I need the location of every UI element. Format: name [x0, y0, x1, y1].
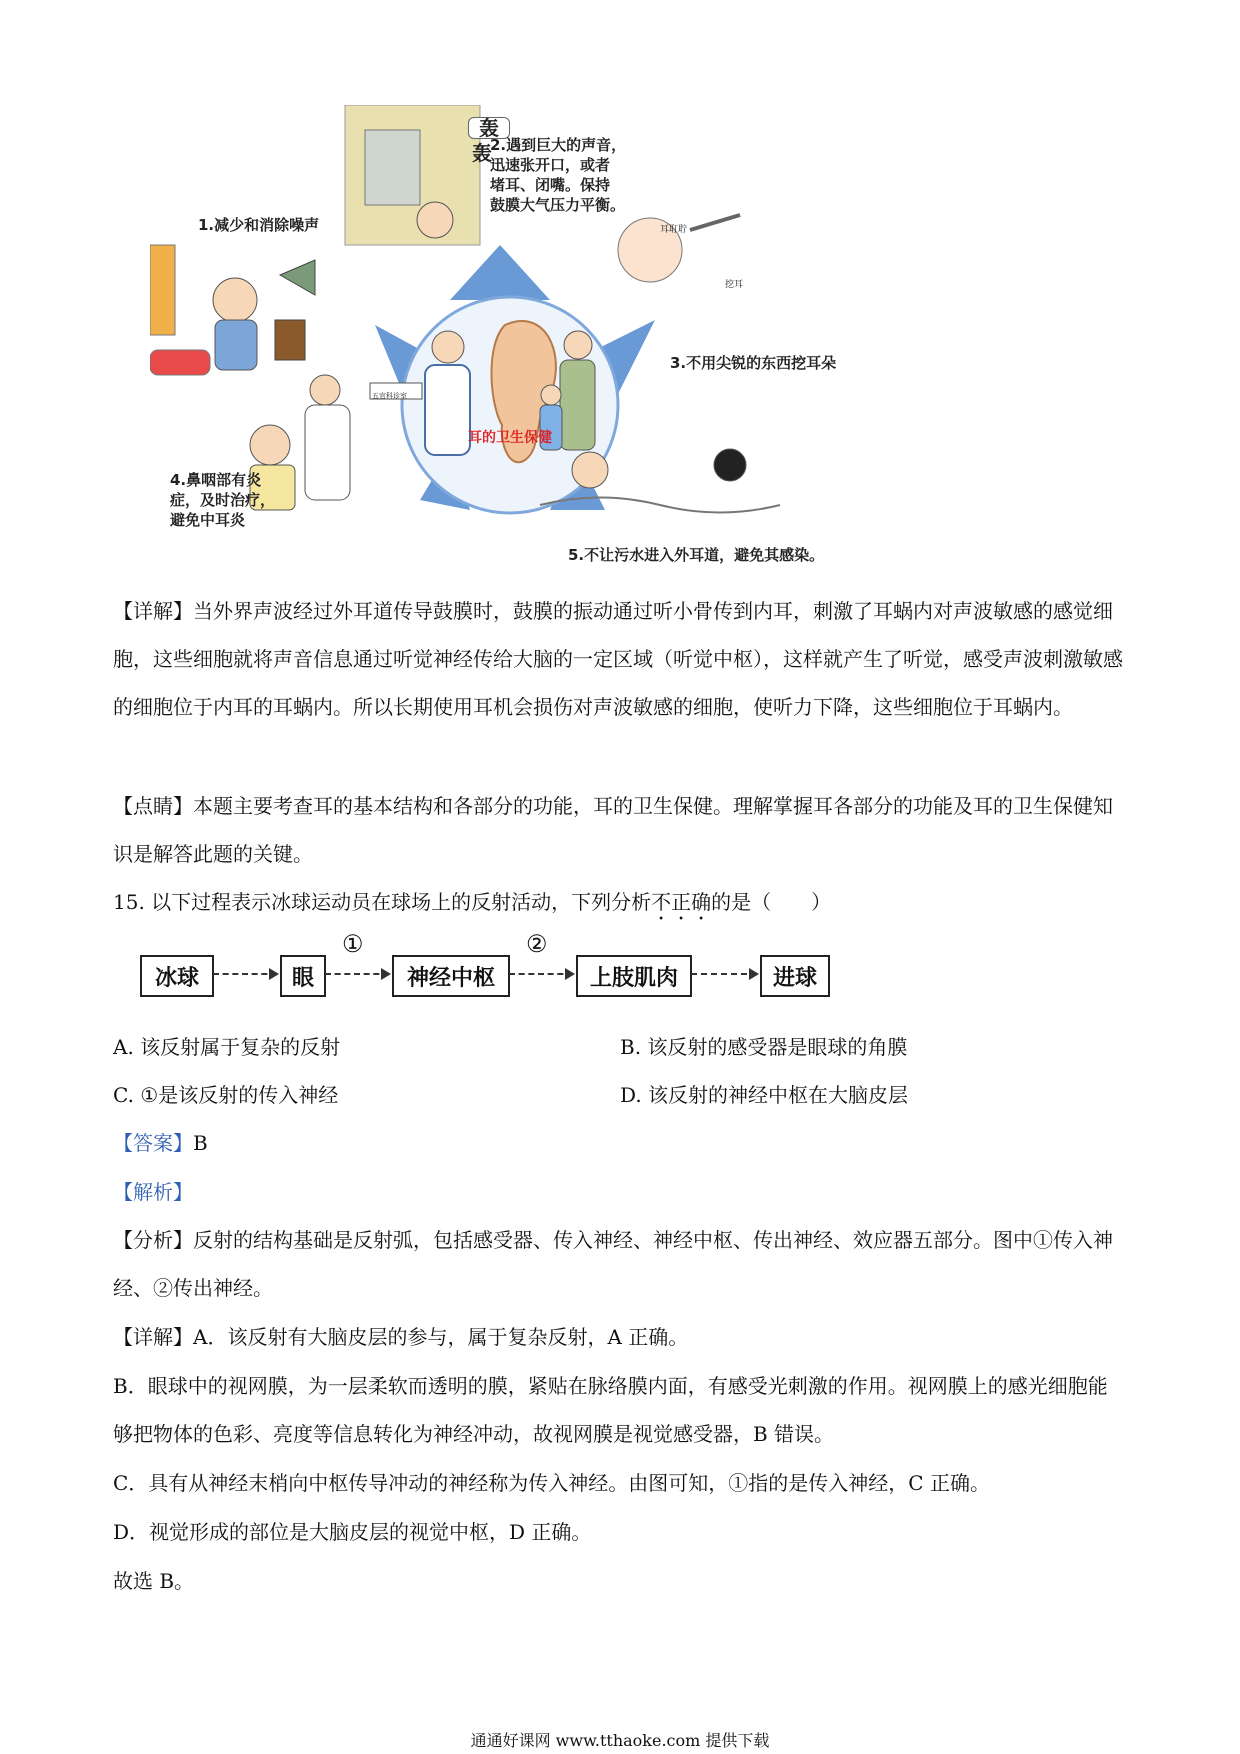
noise-person-body: [215, 320, 257, 370]
marker-2: ②: [526, 930, 548, 958]
question-text-before: 以下过程表示冰球运动员在球场上的反射活动，下列分析: [151, 890, 652, 914]
tall-building-icon: [150, 245, 175, 335]
sharp-object-icon: [690, 215, 740, 230]
swimmer1-head: [572, 452, 608, 488]
option-b: B. 该反射的感受器是眼球的角膜: [620, 1035, 908, 1059]
detail-paragraph-1: [113, 587, 1123, 731]
boom-glyph-2: 轰: [472, 141, 492, 165]
analysis-tag: 【解析】: [113, 1180, 193, 1204]
flow-arrow-2: [325, 973, 389, 975]
loudspeaker-icon: [280, 260, 315, 295]
tip-3: 3.不用尖锐的东西挖耳朵: [670, 354, 837, 372]
answer-value: B: [193, 1131, 208, 1155]
conclusion: 故选 B。: [113, 1569, 195, 1593]
elder-figure: [560, 360, 595, 450]
center-label: 耳的卫生保健: [468, 430, 552, 446]
tip-2-line: 鼓膜大气压力平衡。: [490, 196, 626, 214]
small-label-dig: 挖耳: [725, 280, 744, 290]
analysis-sub-tag: 【分析】: [113, 1228, 193, 1252]
car-icon: [150, 350, 210, 375]
tip-4-line: 症，及时治疗，: [170, 491, 276, 509]
question-number: 15.: [113, 890, 145, 914]
analysis-text: 反射的结构基础是反射弧，包括感受器、传入神经、神经中枢、传出神经、效应器五部分。图中①传入神经、②传出神经。: [113, 1228, 1113, 1300]
ear-hygiene-illustration: [150, 105, 850, 575]
flow-box-goal: 进球: [760, 955, 830, 997]
marker-1: ①: [342, 930, 364, 958]
question-text-after: 的是（ ）: [711, 890, 832, 914]
tip-2-line: 2.遇到巨大的声音，: [490, 136, 627, 154]
page-footer: 通通好课网 www.tthaoke.com 提供下载: [470, 1731, 770, 1750]
tip-1: 1.减少和消除噪声: [198, 216, 320, 234]
star-point-top: [450, 245, 550, 300]
clinic-sign-text: 五官科诊室: [372, 392, 407, 400]
covering-ears-person: [417, 202, 453, 238]
tip-2-line: 迅速张开口，或者: [490, 156, 611, 174]
tip-4-line: 4.鼻咽部有炎: [170, 471, 262, 489]
elder-head: [564, 331, 592, 359]
boom-glyph: 轰: [468, 117, 510, 139]
noise-person-head: [213, 278, 257, 322]
question-stem: [113, 878, 1123, 926]
tip-4: [170, 470, 275, 530]
detail2-d: D．视觉形成的部位是大脑皮层的视觉中枢，D 正确。: [113, 1520, 592, 1544]
detail-paragraph-2: [113, 1313, 1123, 1361]
tip-5: 5.不让污水进入外耳道，避免其感染。: [568, 546, 825, 564]
option-a: A. 该反射属于复杂的反射: [113, 1035, 341, 1059]
answer-tag: 【答案】: [113, 1131, 193, 1155]
child-head: [541, 385, 561, 405]
answer-line: [113, 1119, 1123, 1167]
detail2-a: A．该反射有大脑皮层的参与，属于复杂反射，A 正确。: [193, 1325, 689, 1349]
flow-arrow-3: [509, 973, 573, 975]
speaker-box-icon: [275, 320, 305, 360]
ent-doctor-figure: [305, 405, 350, 500]
tip-2: [490, 135, 626, 215]
comment-text: 本题主要考查耳的基本结构和各部分的功能，耳的卫生保健。理解掌握耳各部分的功能及耳的卫生保健知识是解答此题的关键。: [113, 794, 1113, 866]
ent-doctor-head: [310, 375, 340, 405]
doctor-head: [432, 331, 464, 363]
building-drawing: [365, 130, 420, 205]
flow-box-eye: 眼: [280, 955, 326, 997]
detail-tag: 【详解】: [113, 599, 193, 623]
swimmer2-cap: [714, 449, 746, 481]
flow-arrow-4: [691, 973, 757, 975]
patient-head: [250, 425, 290, 465]
flow-box-hockey: 冰球: [140, 955, 214, 997]
doctor-figure: [425, 365, 470, 455]
flow-arrow-1: [213, 973, 277, 975]
flow-box-center: 神经中枢: [392, 955, 510, 997]
option-c: C. ①是该反射的传入神经: [113, 1083, 339, 1107]
tip-2-line: 堵耳、闭嘴。保持: [490, 176, 611, 194]
flow-box-muscle: 上肢肌肉: [576, 955, 692, 997]
option-d: D. 该反射的神经中枢在大脑皮层: [620, 1083, 909, 1107]
comment-tag: 【点睛】: [113, 794, 193, 818]
detail-text: 当外界声波经过外耳道传导鼓膜时，鼓膜的振动通过听小骨传到内耳，刺激了耳蜗内对声波敏感的感觉细胞，这些细胞就将声音信息通过听觉神经传给大脑的一定区域（听觉中枢），这样就产生了听觉，感受声波刺激敏感的细胞位于内耳的耳蜗内。所以长期使用耳机会损伤对声波敏感的细胞，使听力下降，这些细胞位于耳蜗内。: [113, 599, 1123, 719]
analysis-paragraph: [113, 1216, 1123, 1312]
small-label-earwax: 耳耵聍: [660, 225, 688, 235]
comment-paragraph: [113, 782, 1123, 878]
detail2-c: C．具有从神经末梢向中枢传导冲动的神经称为传入神经。由图可知，①指的是传入神经，C 正确。: [113, 1471, 990, 1495]
question-text-emphasis: 不正确: [651, 890, 712, 914]
detail2-b: B．眼球中的视网膜，为一层柔软而透明的膜，紧贴在脉络膜内面，有感受光刺激的作用。视网膜上的感光细胞能够把物体的色彩、亮度等信息转化为神经冲动，故视网膜是视觉感受器，B 错误。: [113, 1374, 1108, 1446]
tip-4-line: 避免中耳炎: [170, 511, 246, 529]
detail2-tag: 【详解】: [113, 1325, 193, 1349]
